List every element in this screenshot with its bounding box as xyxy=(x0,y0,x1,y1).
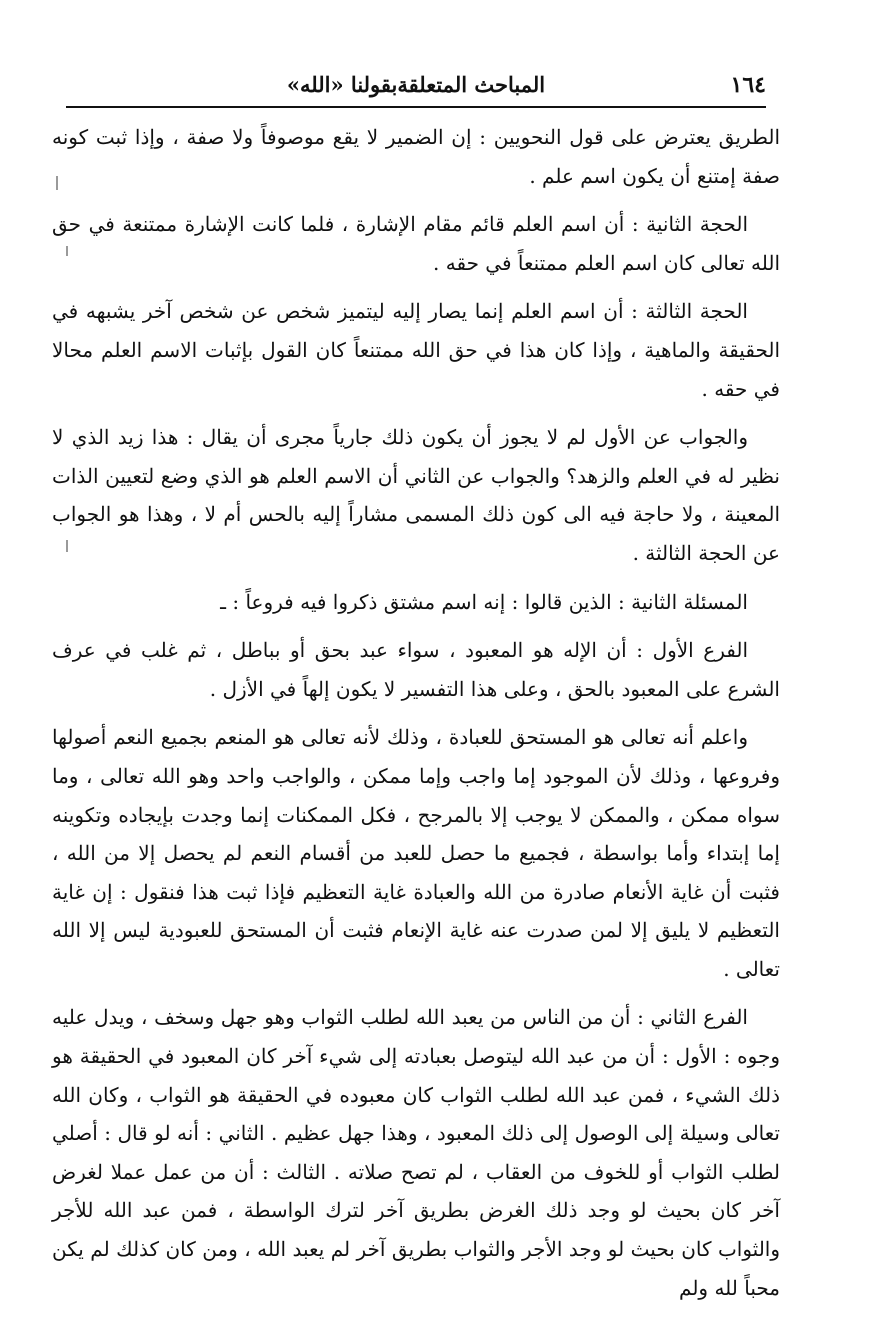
margin-scan-mark xyxy=(66,540,68,552)
paragraph-6: الفرع الأول : أن الإله هو المعبود ، سواء عبد بحق أو بباطل ، ثم غلب في عرف الشرع على المعبود بالحق ، وعلى هذا التفسير لا يكون إلهاً في الأزل . xyxy=(52,638,780,701)
paragraph-8: الفرع الثاني : أن من الناس من يعبد الله لطلب الثواب وهو جهل وسخف ، ويدل عليه وجوه : الأول : أن من عبد الله ليتوصل بعبادته إلى شيء آخر كان المعبود في الحقيقة هو ذلك الشيء ، فمن عبد الله لطلب الثواب كان معبوده في الحقيقة هو الثواب ، وكان الله تعالى وسيلة إلى الوصول إلى ذلك المعبود ، وهذا جهل عظيم . الثاني : أنه لو قال : أصلي لطلب الثواب أو للخوف من العقاب ، لم تصح صلاته . الثالث : أن من عمل عملا لغرض آخر كان بحيث لو وجد ذلك الغرض بطريق آخر لترك الواسطة ، فمن عبد الله للأجر والثواب كان بحيث لو وجد الأجر والثواب بطريق آخر لم يعبد الله ، ومن كان كذلك لم يكن محباً لله ولم xyxy=(52,1005,780,1300)
running-title: المباحث المتعلقةبقولنا «الله» xyxy=(286,72,546,97)
margin-scan-mark xyxy=(66,246,68,256)
margin-scan-mark xyxy=(56,176,58,190)
paragraph-5: المسئلة الثانية : الذين قالوا : إنه اسم مشتق ذكروا فيه فروعاً : ـ xyxy=(220,589,748,614)
paragraph-3: الحجة الثالثة : أن اسم العلم إنما يصار إليه ليتميز شخص عن شخص آخر يشبهه في الحقيقة والماهية ، وإذا كان هذا في حق الله ممتنعاً كان القول بإثبات الاسم العلم محالا في حقه . xyxy=(52,299,781,401)
paragraph-4: والجواب عن الأول لم لا يجوز أن يكون ذلك جارياً مجرى أن يقال : هذا زيد الذي لا نظير له في العلم والزهد؟ والجواب عن الثاني أن الاسم العلم هو الذي وضع لتعيين الذات المعينة ، ولا حاجة فيه الى كون ذلك المسمى مشاراً إليه بالحس أم لا ، وهذا هو الجواب عن الحجة الثالثة . xyxy=(52,425,781,565)
page-header xyxy=(66,66,766,106)
paragraph-7: واعلم أنه تعالى هو المستحق للعبادة ، وذلك لأنه تعالى هو المنعم بجميع النعم أصولها وفروعها ، وذلك لأن الموجود إما واجب وإما ممكن ، والواجب واحد وهو الله تعالى ، وما سواه ممكن ، والممكن لا يوجب إلا بالمرجح ، فكل الممكنات إنما وجدت بإيجاده وتكوينه إما إبتداء وأما بواسطة ، فجميع ما حصل للعبد من أقسام النعم لم يحصل إلا من الله ، فثبت أن غاية الأنعام صادرة من الله والعبادة غاية التعظيم فإذا ثبت هذا فنقول : إن غاية التعظيم لا يليق إلا لمن صدرت عنه غاية الإنعام فثبت أن المستحق للعبودية ليس إلا الله تعالى . xyxy=(52,725,780,981)
paragraph-1: الطريق يعترض على قول النحويين : إن الضمير لا يقع موصوفاً ولا صفة ، وإذا ثبت كونه صفة إمتنع أن يكون اسم علم . xyxy=(52,125,780,188)
page-number: ١٦٤ xyxy=(730,72,766,98)
paragraph-2: الحجة الثانية : أن اسم العلم قائم مقام الإشارة ، فلما كانت الإشارة ممتنعة في حق الله تعالى كان اسم العلم ممتنعاً في حقه . xyxy=(52,212,780,275)
header-rule xyxy=(66,106,766,108)
body-text xyxy=(52,118,780,1317)
